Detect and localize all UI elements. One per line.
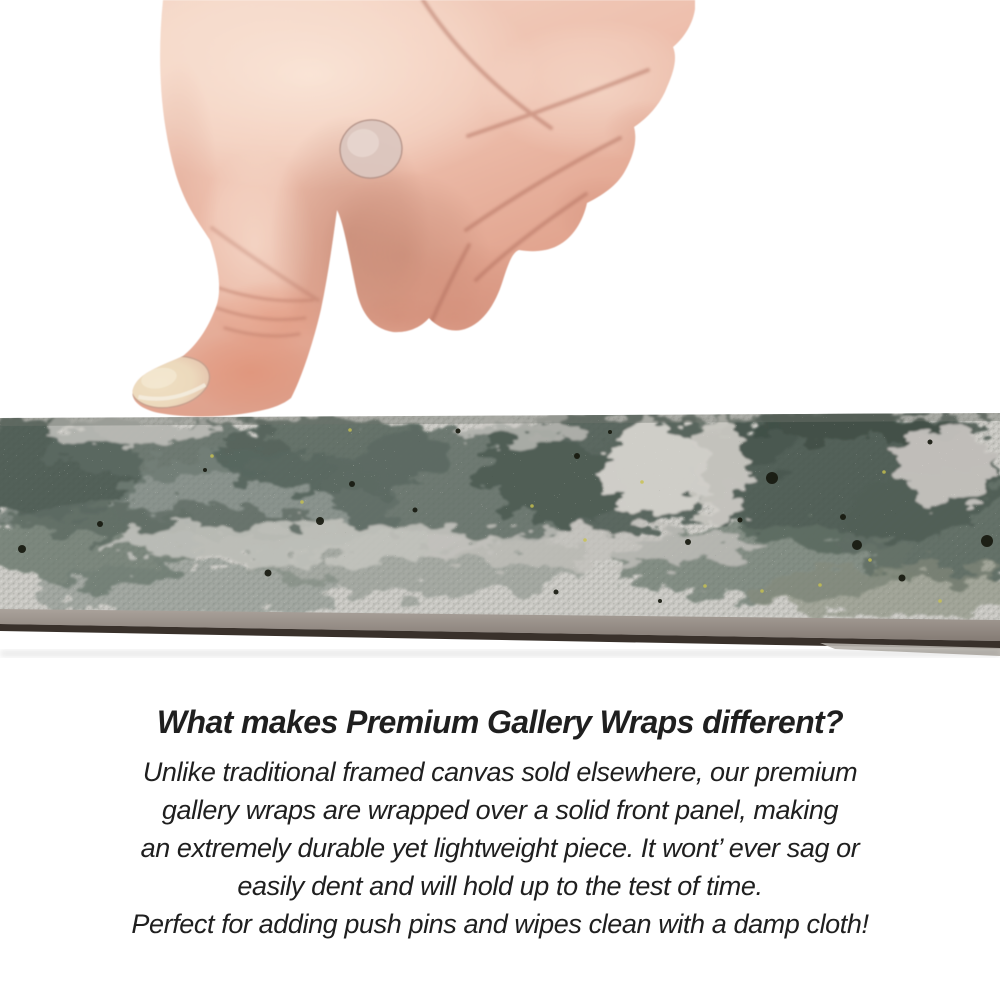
description-text: [0, 753, 1000, 943]
canvas-drop-shadow: [0, 650, 1000, 657]
description-line-5: Perfect for adding push pins and wipes clean with a damp cloth!: [131, 909, 869, 939]
description-line-2: gallery wraps are wrapped over a solid front panel, making: [161, 795, 839, 825]
description-line-4: easily dent and will hold up to the test of time.: [237, 871, 763, 901]
canvas-strip-photo: [0, 403, 1000, 657]
description-section: [0, 704, 1000, 943]
hand-photo: [80, 0, 720, 417]
description-line-1: Unlike traditional framed canvas sold elsewhere, our premium: [142, 757, 858, 787]
description-line-3: an extremely durable yet lightweight piece. It wont’ ever sag or: [140, 833, 860, 863]
canvas-front-face: [0, 403, 1000, 628]
section-heading: What makes Premium Gallery Wraps different?: [156, 704, 844, 740]
